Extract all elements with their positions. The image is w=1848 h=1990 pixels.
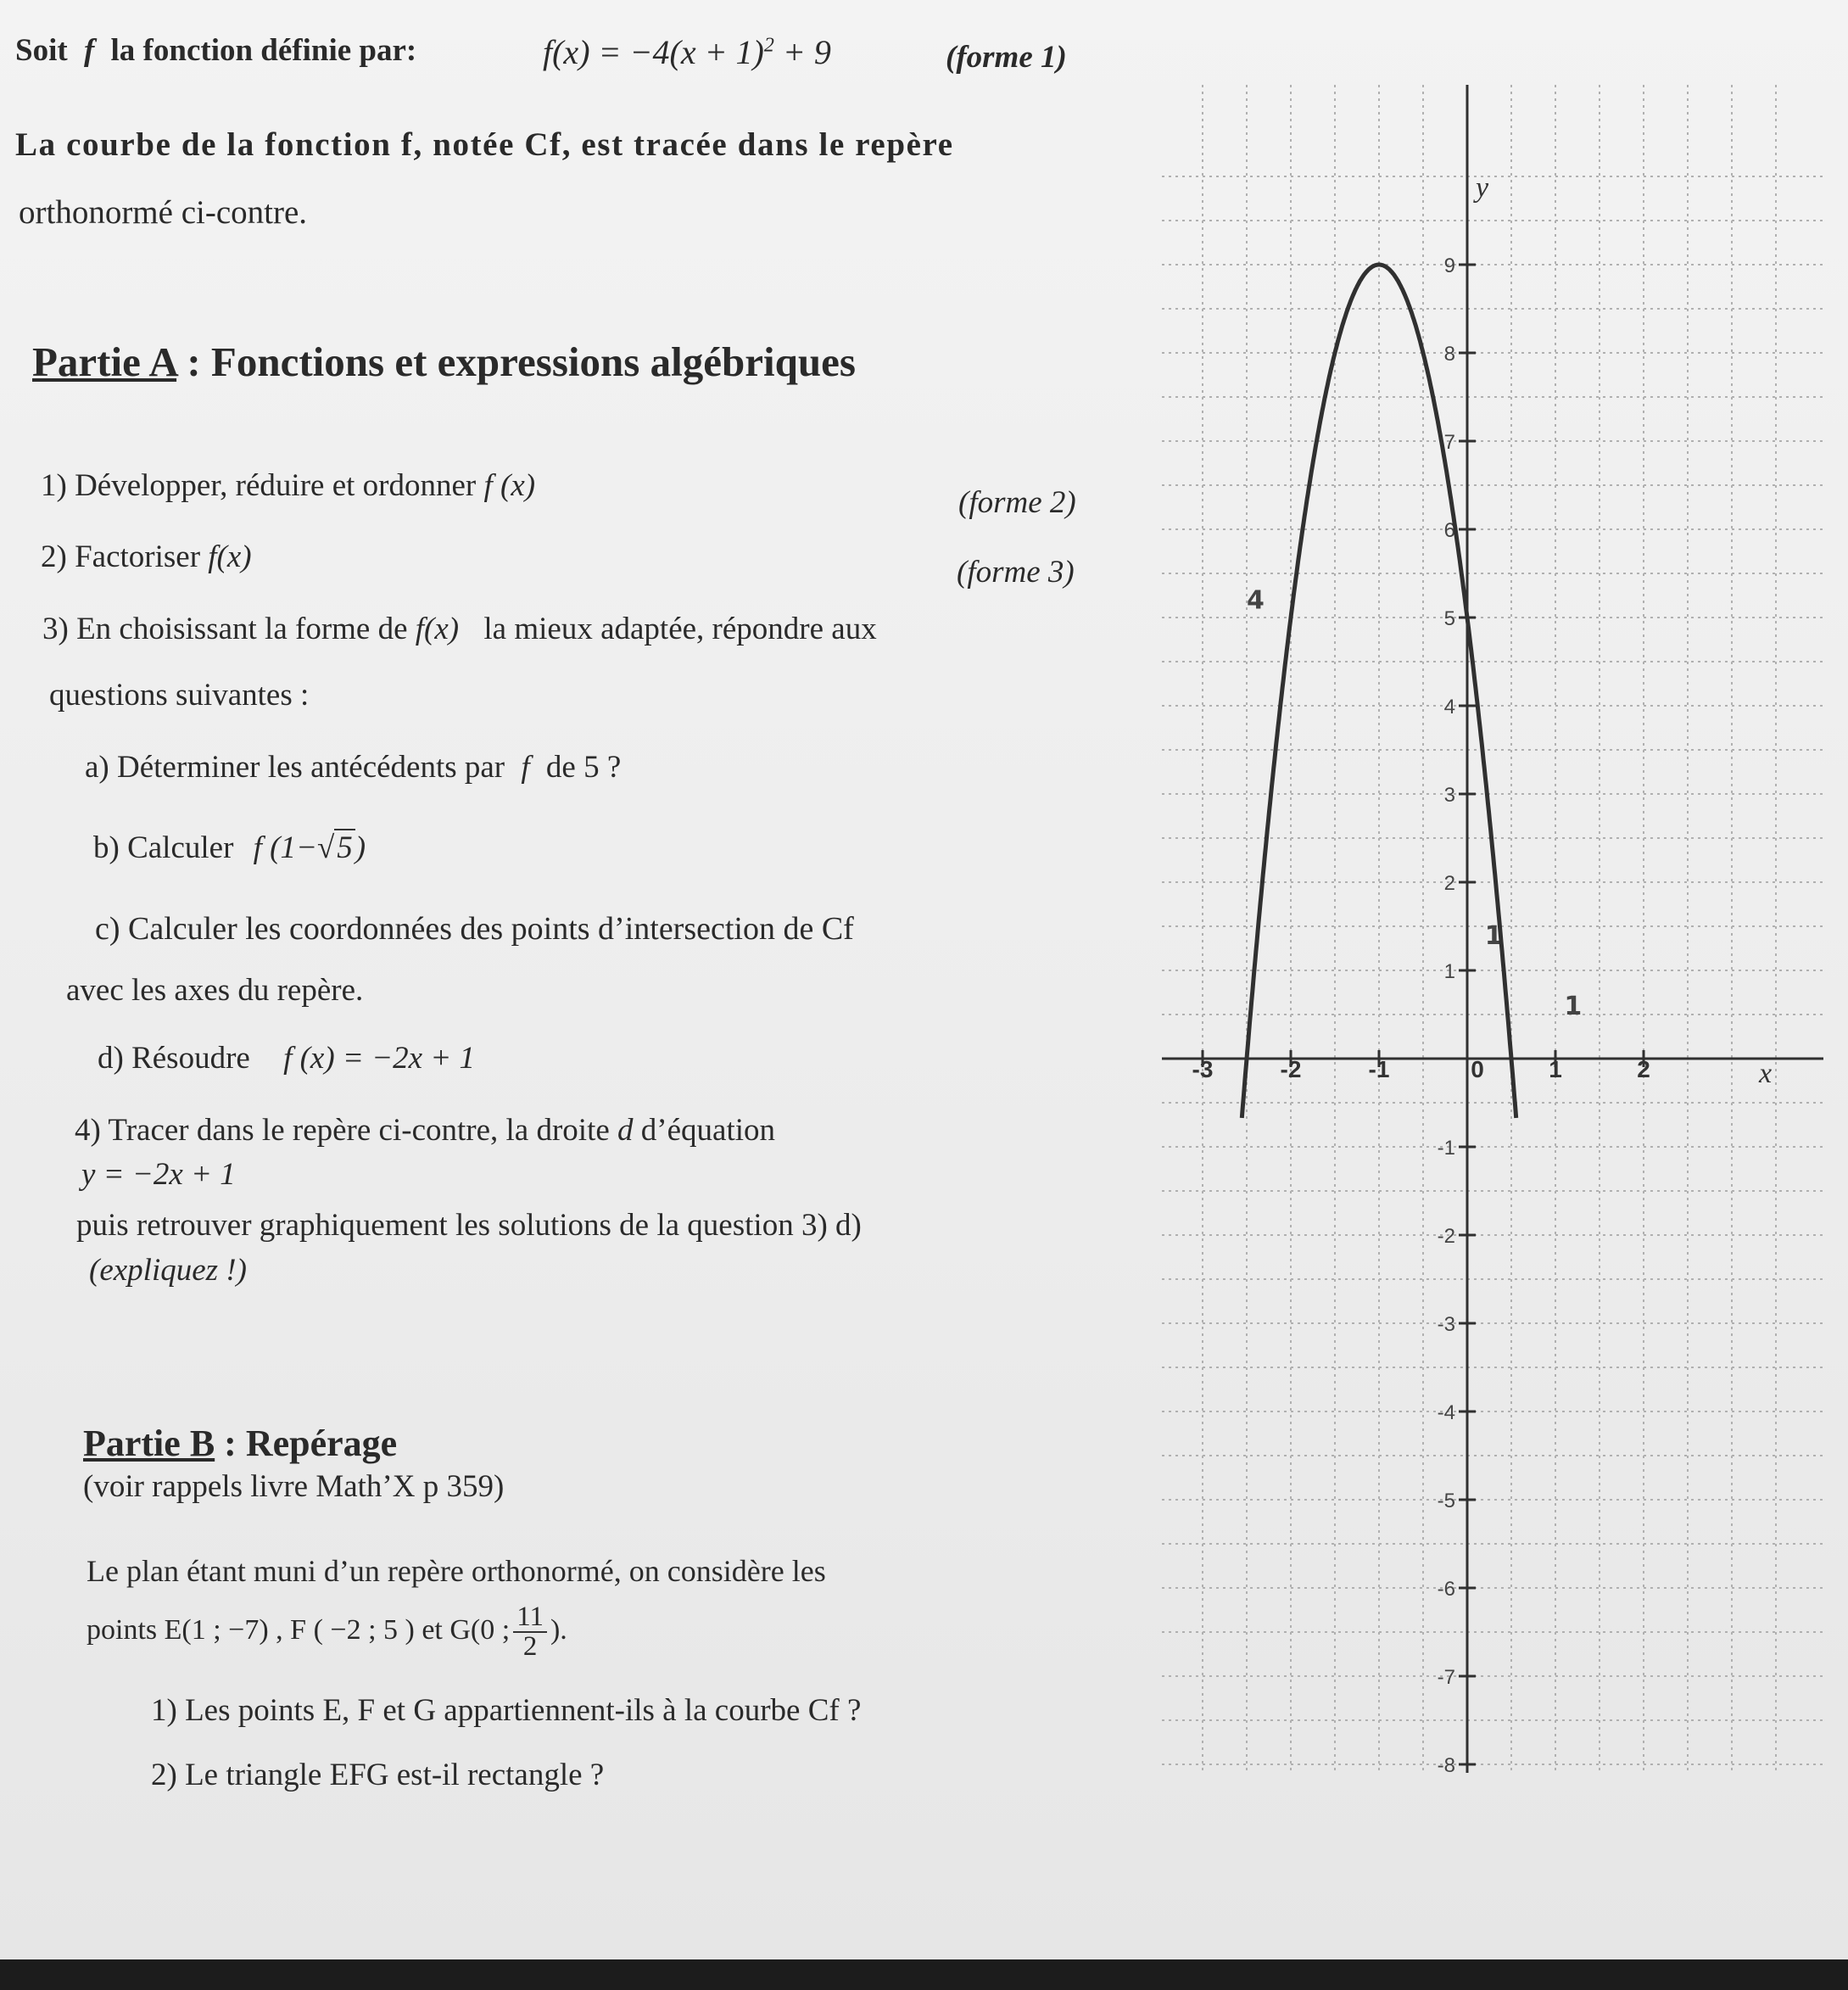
y-tick-label: -6 — [1437, 1578, 1455, 1601]
partA-q3-text-b: la mieux adaptée, répondre aux — [483, 612, 877, 646]
partA-q4-line1 — [75, 1114, 775, 1149]
partB-fraction — [513, 1603, 547, 1661]
partA-title-rest: : Fonctions et expressions algébriques — [176, 338, 856, 385]
page-bottom-shadow — [0, 1959, 1848, 1990]
intro-line-1 — [15, 34, 416, 69]
x-axis-label: x — [1759, 1058, 1773, 1089]
y-tick-label: 8 — [1443, 343, 1455, 366]
forme2-label: (forme 2) — [958, 485, 1076, 520]
intro-formula-tail: + 9 — [773, 33, 831, 71]
y-axis-label: y — [1476, 172, 1489, 204]
x-tick-label: 0 — [1471, 1056, 1484, 1082]
partB-fraction-den: 2 — [522, 1631, 538, 1662]
y-tick-label: 2 — [1443, 872, 1455, 895]
partA-q3-line1 — [42, 612, 877, 647]
intro-soit: Soit — [15, 33, 68, 68]
partB-subtitle: (voir rappels livre Math’X p 359) — [83, 1469, 505, 1504]
x-tick-label: -1 — [1368, 1056, 1390, 1082]
forme3-label: (forme 3) — [957, 555, 1075, 590]
partA-q1-f: f (x) — [483, 468, 536, 503]
partB-points-text-a: points E(1 ; −7) , F ( −2 ; 5 ) et G(0 ; — [87, 1613, 511, 1646]
handwritten-annotation: 1 — [1564, 992, 1583, 1021]
x-tick-label: -3 — [1192, 1056, 1214, 1082]
intro-line-3: orthonormé ci-contre. — [19, 194, 308, 231]
partA-qa — [85, 751, 621, 785]
partA-qd-expr: f (x) = −2x + 1 — [283, 1041, 475, 1076]
partA-q1-text: 1) Développer, réduire et ordonner — [41, 468, 477, 503]
intro-f-symbol: f — [83, 33, 95, 68]
partA-q2-f: f(x) — [208, 539, 252, 574]
y-tick-label: -3 — [1437, 1313, 1455, 1336]
partA-qd — [98, 1042, 475, 1076]
y-tick-label: 4 — [1443, 696, 1455, 718]
partB-points-text-b: ). — [550, 1613, 567, 1646]
partA-qc-line1: c) Calculer les coordonnées des points d’intersection de Cf — [95, 911, 854, 947]
intro-definition: la fonction définie par: — [110, 33, 417, 68]
partA-qd-text: d) Résoudre — [98, 1041, 250, 1076]
handwritten-annotation: 1 — [1484, 920, 1503, 951]
intro-formula-main: f(x) = −4(x + 1) — [543, 33, 764, 71]
y-tick-label: 1 — [1443, 960, 1455, 983]
parabola-graph — [1162, 85, 1823, 1773]
partA-q3-line2: questions suivantes : — [49, 678, 310, 713]
y-tick-label: 5 — [1443, 607, 1455, 630]
partB-fraction-num: 11 — [513, 1603, 547, 1633]
partA-title-label: Partie A — [32, 338, 177, 385]
x-tick-label: -2 — [1280, 1056, 1302, 1082]
y-tick-label: 6 — [1443, 519, 1455, 542]
partB-title-label: Partie B — [83, 1423, 215, 1464]
y-tick-label: 3 — [1443, 784, 1455, 807]
partA-q4-d: d — [617, 1113, 634, 1148]
partA-qb-expr-c: ) — [355, 830, 366, 865]
partB-line1: Le plan étant muni d’un repère orthonormé, on considère les — [87, 1554, 826, 1588]
partA-qb-expr-radicand: 5 — [334, 829, 355, 865]
partA-qa-text-a: a) Déterminer les antécédents par — [85, 750, 505, 785]
partA-q4-line3: puis retrouver graphiquement les solutions de la question 3) d) — [76, 1208, 862, 1243]
partA-qc-line2: avec les axes du repère. — [66, 973, 364, 1008]
partB-title — [83, 1423, 397, 1464]
intro-formula-exponent: 2 — [763, 34, 774, 57]
partA-qb-text: b) Calculer — [93, 830, 234, 865]
x-tick-label: 2 — [1637, 1056, 1650, 1082]
partB-title-rest: : Repérage — [215, 1423, 398, 1464]
partB-q1: 1) Les points E, F et G appartiennent-ils à la courbe Cf ? — [151, 1693, 862, 1728]
y-tick-label: -5 — [1437, 1490, 1455, 1512]
y-tick-label: -4 — [1437, 1401, 1455, 1424]
partA-qb-expr-a: f (1−√ — [253, 830, 335, 865]
intro-line-2: La courbe de la fonction f, notée Cf, est tracée dans le repère — [15, 126, 954, 163]
partA-qb — [93, 831, 366, 866]
partA-title — [32, 339, 856, 385]
y-tick-label: 7 — [1443, 431, 1455, 454]
partA-q4-line2: y = −2x + 1 — [81, 1157, 236, 1192]
partA-qa-text-b: de 5 ? — [545, 750, 622, 785]
partA-q1 — [41, 469, 535, 504]
partA-q3-text-a: 3) En choisissant la forme de — [42, 612, 408, 646]
partA-q3-f: f(x) — [415, 612, 460, 646]
y-tick-label: -7 — [1437, 1666, 1455, 1689]
y-tick-label: 9 — [1443, 254, 1455, 277]
forme1-label: (forme 1) — [946, 40, 1067, 75]
partA-q4-text-a: 4) Tracer dans le repère ci-contre, la droite — [75, 1113, 610, 1148]
partA-q2 — [41, 540, 252, 575]
y-tick-label: -8 — [1437, 1754, 1455, 1773]
partA-q4-text-b: d’équation — [640, 1113, 776, 1148]
handwritten-annotation: 4 — [1247, 585, 1265, 616]
partA-qb-expr — [254, 830, 366, 865]
intro-formula — [543, 34, 831, 71]
partB-points — [87, 1603, 567, 1661]
y-tick-label: -1 — [1437, 1137, 1455, 1160]
partB-q2: 2) Le triangle EFG est-il rectangle ? — [151, 1758, 605, 1792]
partA-q2-text: 2) Factoriser — [41, 539, 201, 574]
partA-q4-line4: (expliquez !) — [89, 1253, 247, 1288]
x-tick-label: 1 — [1549, 1056, 1562, 1082]
y-tick-label: -2 — [1437, 1225, 1455, 1248]
partA-qa-f: f — [521, 750, 530, 785]
